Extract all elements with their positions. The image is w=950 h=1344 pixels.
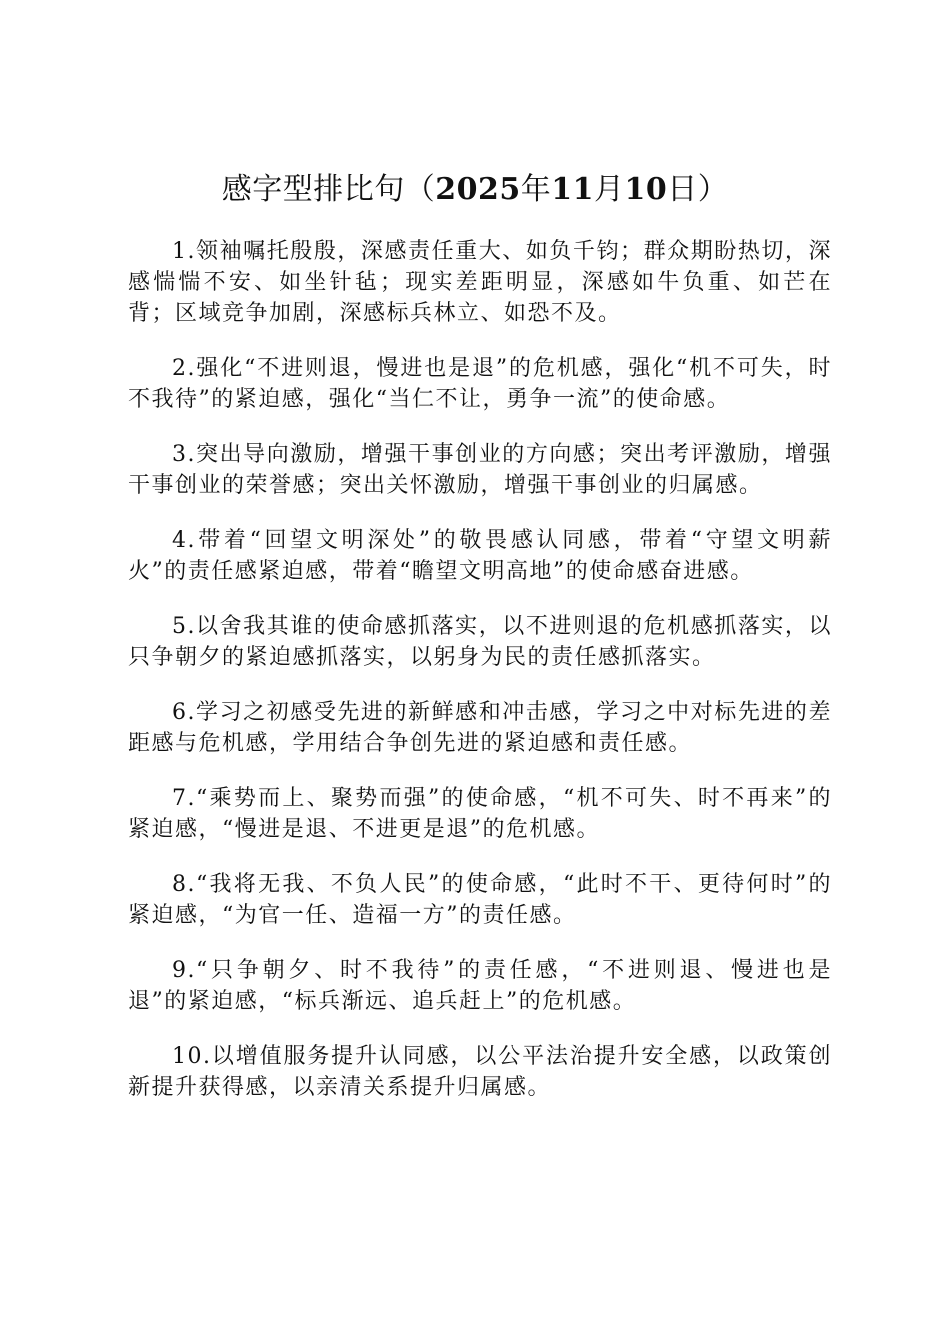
paragraph-10: 10.以增值服务提升认同感，以公平法治提升安全感，以政策创新提升获得感，以亲清关系提升归属感。 bbox=[128, 1044, 832, 1100]
paragraph-2: 2.强化“不进则退，慢进也是退”的危机感，强化“机不可失，时不我待”的紧迫感，强化“当仁不让，勇争一流”的使命感。 bbox=[128, 356, 832, 412]
paragraph-4: 4.带着“回望文明深处”的敬畏感认同感，带着“守望文明薪火”的责任感紧迫感，带着“瞻望文明高地”的使命感奋进感。 bbox=[128, 528, 832, 584]
document-body bbox=[128, 236, 832, 1127]
paragraph-8: 8.“我将无我、不负人民”的使命感，“此时不干、更待何时”的紧迫感，“为官一任、造福一方”的责任感。 bbox=[128, 872, 832, 928]
paragraph-5: 5.以舍我其谁的使命感抓落实，以不进则退的危机感抓落实，以只争朝夕的紧迫感抓落实，以躬身为民的责任感抓落实。 bbox=[128, 614, 832, 670]
document-title bbox=[0, 168, 950, 212]
paragraph-3: 3.突出导向激励，增强干事创业的方向感；突出考评激励，增强干事创业的荣誉感；突出关怀激励，增强干事创业的归属感。 bbox=[128, 442, 832, 498]
paragraph-1: 1.领袖嘱托殷殷，深感责任重大、如负千钧；群众期盼热切，深感惴惴不安、如坐针毡；现实差距明显，深感如牛负重、如芒在背；区域竞争加剧，深感标兵林立、如恐不及。 bbox=[128, 239, 832, 326]
paragraph-6: 6.学习之初感受先进的新鲜感和冲击感，学习之中对标先进的差距感与危机感，学用结合争创先进的紧迫感和责任感。 bbox=[128, 700, 832, 756]
title-text-month-unit: 月 bbox=[594, 172, 625, 207]
paragraph-7: 7.“乘势而上、聚势而强”的使命感，“机不可失、时不再来”的紧迫感，“慢进是退、不进更是退”的危机感。 bbox=[128, 786, 832, 842]
title-year: 2025 bbox=[435, 172, 521, 207]
title-month: 11 bbox=[551, 172, 594, 207]
title-text-year-unit: 年 bbox=[520, 172, 552, 207]
title-day: 10 bbox=[624, 172, 668, 207]
title-text-1: 感字型排比句（ bbox=[221, 172, 436, 207]
paragraph-9: 9.“只争朝夕、时不我待”的责任感，“不进则退、慢进也是退”的紧迫感，“标兵渐远、追兵赶上”的危机感。 bbox=[128, 958, 832, 1014]
title-text-day-unit: 日） bbox=[667, 172, 729, 207]
